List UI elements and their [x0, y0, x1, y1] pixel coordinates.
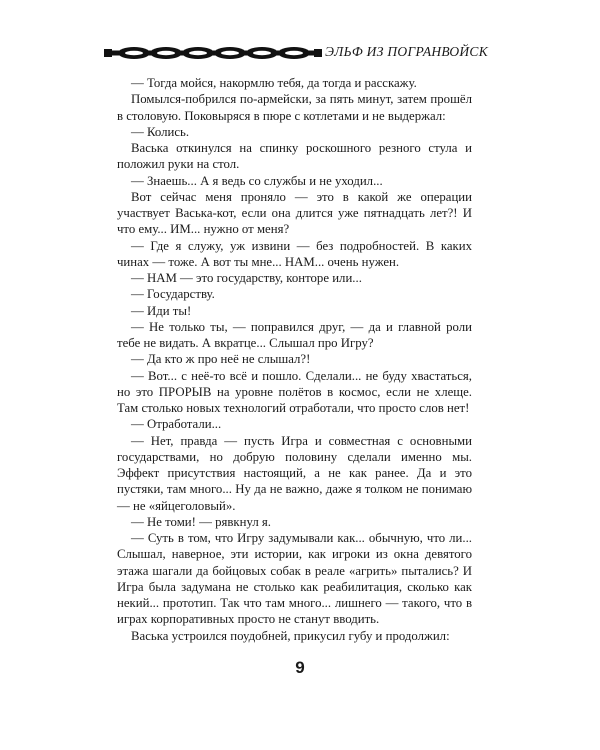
paragraph: — Знаешь... А я ведь со службы и не уходил... [131, 173, 383, 188]
paragraph: — Не только ты, — поправился друг, — да и главной роли тебе не видать. А вкратце... Слышал про Игру? [117, 319, 472, 350]
page-header [104, 38, 488, 68]
paragraph: — Иди ты! [131, 303, 192, 318]
paragraph: — Вот... с неё-то всё и пошло. Сделали... не буду хвастаться, но это ПРОРЫВ на уровне полётов в космос, если не хлеще. Там столько новых технологий отработали, что просто слов нет! [117, 368, 472, 415]
paragraph: — Не томи! — рявкнул я. [131, 514, 271, 529]
paragraph: — Колись. [131, 124, 190, 139]
paragraph: Васька устроился поудобней, прикусил губу и продолжил: [131, 628, 450, 643]
body-text [117, 75, 472, 644]
paragraph: — Где я служу, уж извини — без подробностей. В каких чинах — тоже. А вот ты мне... НАМ... очень нужен. [117, 238, 472, 269]
paragraph: — Государству. [131, 287, 215, 302]
paragraph: — Да кто ж про неё не слышал?! [131, 352, 311, 367]
braided-rule-ornament-icon [104, 45, 322, 61]
running-title: ЭЛЬФ ИЗ ПОГРАНВОЙСК [325, 44, 488, 59]
paragraph: — Тогда мойся, накормлю тебя, да тогда и расскажу. [131, 76, 417, 90]
paragraph: Васька откинулся на спинку роскошного резного стула и положил руки на стол. [117, 141, 472, 172]
paragraph: — Отработали... [131, 417, 222, 432]
paragraph: — НАМ — это государству, конторе или... [131, 271, 362, 285]
paragraph: — Суть в том, что Игру задумывали как... обычную, что ли... Слышал, наверное, эти истории, как игроки из окна девятого этажа шагали да бойцовых собак в реале «агрить» пытались? И Игра была задумана не столько как реабилитация, сколько как некий... прототип. Так что там много... лишнего — такого, что в играх корпоративных просто не станут вводить. [117, 531, 472, 627]
paragraph: Вот сейчас меня проняло — это в какой же операции участвует Васька-кот, если она длится уже пятнадцать лет?! И что ему... ИМ... нужно от меня? [117, 189, 472, 237]
paragraph: Помылся-побрился по-армейски, за пять минут, затем прошёл в столовую. Поковыряся в пюре с котлетами и не выдержал: [117, 92, 472, 123]
page-number: 9 [295, 658, 305, 677]
paragraph: — Нет, правда — пусть Игра и совместная с основными государствами, но добрую половину сделали именно мы. Эффект присутствия настоящий, а не как ранее. Да и это пустяки, там много... Ну да не важно, даже я толком не понимаю — не «яйцеголовый». [117, 433, 472, 513]
